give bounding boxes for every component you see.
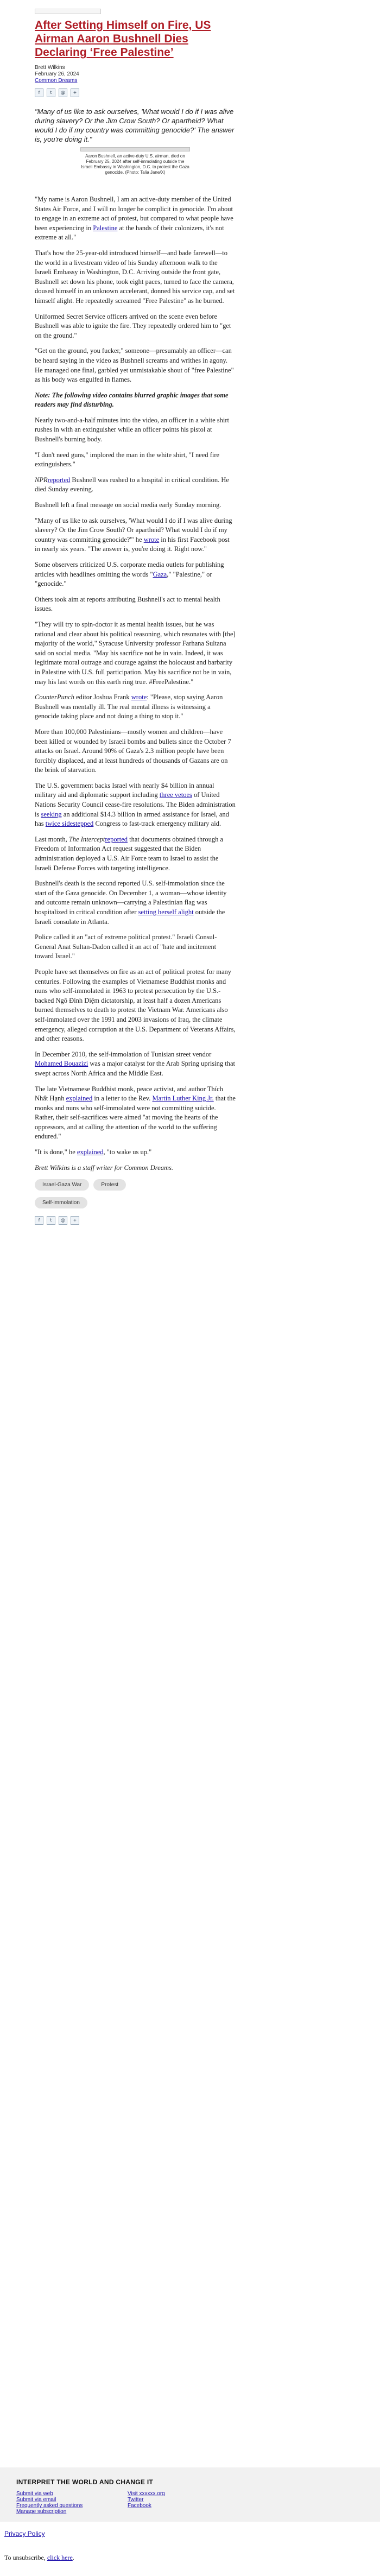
- paragraph: In December 2010, the self-immolation of Tunisian street vendor Mohamed Bouazizi was a major catalyst for the Arab Spring uprising that swept across North Africa and the Middle East.: [35, 1050, 236, 1077]
- inline-link[interactable]: three vetoes: [159, 791, 192, 799]
- tag-chip[interactable]: Protest: [93, 1179, 126, 1191]
- article-photo: [80, 147, 190, 151]
- paragraph: NPRreported Bushnell was rushed to a hospital in critical condition. He died Sunday evening.: [35, 476, 229, 493]
- unsubscribe-link[interactable]: click here: [47, 2554, 73, 2561]
- submit-web-link[interactable]: Submit via web: [16, 2491, 53, 2497]
- paragraph: People have set themselves on fire as an act of political protest for many centuries. Following the examples of Vietnamese Buddhist monks and nuns who self-immolated in 1963 to protest persecution by the U.S.-backed Ngô Đình Diệm dictatorship, at least half a dozen Americans burned themselves to death to protest the Vietnam War. Americans also self-immolated over the 1991 and 2003 invasions of Iraq, the climate emergency, alleged corruption at the U.S. Department of Veterans Affairs, and other reasons.: [35, 967, 236, 1043]
- paragraph: The U.S. government backs Israel with nearly $4 billion in annual military aid and diplomatic support including three vetoes of United Nations Security Council cease-fire resolutions. The Biden administration is seeking an additional $14.3 billion in armed assistance for Israel, and has twice sidestepped Congress to fast-track emergency military aid.: [35, 781, 236, 828]
- author-bio: Brett Wilkins is a staff writer for Common Dreams.: [35, 1163, 173, 1172]
- share-bar-top: [35, 88, 236, 97]
- paragraph: The late Vietnamese Buddhist monk, peace activist, and author Thích Nhất Hạnh explained in a letter to the Rev. Martin Luther King Jr. that the monks and nuns who self-immolated were not committing suicide. Rather, their self-sacrifices were aimed "at moving the hearts of the oppressors, and at calling the attention of the world to the suffering endured.": [35, 1085, 236, 1141]
- tag-list-row-2: [35, 1197, 236, 1208]
- facebook-share-icon[interactable]: f: [35, 1216, 43, 1225]
- footer-left-links: [16, 2491, 83, 2515]
- inline-link[interactable]: twice sidestepped: [45, 820, 94, 828]
- email-share-icon[interactable]: @: [59, 88, 67, 97]
- paragraph: Uniformed Secret Service officers arrived on the scene even before Bushnell was able to ignite the fire. They repeatedly ordered him to "get on the ground.": [35, 312, 231, 339]
- paragraph: Nearly two-and-a-half minutes into the video, an officer in a white shirt rushes in with an extinguisher while an officer points his pistol at Bushnell's burning body.: [35, 416, 229, 444]
- paragraph: "I don't need guns," implored the man in the white shirt, "I need fire extinguishers.": [35, 451, 220, 469]
- paragraph: Some observers criticized U.S. corporate media outlets for publishing articles with headlines omitting the words "Gaza," "Palestine," or "genocide.": [35, 561, 224, 588]
- tag-chip[interactable]: Self-immolation: [35, 1197, 87, 1208]
- manage-subscription-link[interactable]: Manage subscription: [16, 2509, 67, 2515]
- tag-chip[interactable]: Israel-Gaza War: [35, 1179, 89, 1191]
- paragraph: Police called it an "act of extreme political protest." Israeli Consul-General Anat Sultan-Dadon called it an act of "hate and incitement toward Israel.": [35, 933, 217, 960]
- facebook-link[interactable]: Facebook: [128, 2503, 151, 2509]
- paragraph: "It is done," he explained, "to wake us up.": [35, 1148, 152, 1156]
- inline-link[interactable]: explained: [77, 1148, 104, 1156]
- publication-link[interactable]: Common Dreams: [35, 78, 78, 84]
- footer-title: INTERPRET THE WORLD AND CHANGE IT: [16, 2478, 154, 2486]
- privacy-policy: [4, 2530, 45, 2537]
- inline-link[interactable]: setting herself alight: [138, 908, 194, 916]
- inline-link[interactable]: seeking: [41, 810, 62, 818]
- privacy-policy-link[interactable]: Privacy Policy: [4, 2530, 45, 2537]
- facebook-share-icon[interactable]: f: [35, 88, 43, 97]
- paragraph: CounterPunch editor Joshua Frank wrote: "Please, stop saying Aaron Bushnell was mentally ill. The real mental illness is witnessing a genocide taking place and not doing a thing to stop it.": [35, 693, 223, 720]
- inline-link[interactable]: Martin Luther King Jr.: [152, 1094, 214, 1103]
- newsletter-footer: [0, 2467, 380, 2522]
- paragraph: "Many of us like to ask ourselves, 'What would I do if I was alive during slavery? Or the Jim Crow South? Or apartheid? What would I do if my country was committing genocide?'" he wrote in his first Facebook post in nearly six years. "The answer is, you're doing it. Right now.": [35, 516, 232, 553]
- article: [35, 0, 236, 1225]
- inline-link[interactable]: explained: [66, 1094, 93, 1103]
- article-body: [35, 195, 236, 1173]
- twitter-share-icon[interactable]: t: [47, 88, 55, 97]
- article-title[interactable]: After Setting Himself on Fire, US Airman Aaron Bushnell Dies Declaring ‘Free Palestine’: [35, 19, 211, 59]
- paragraph: Bushnell left a final message on social media early Sunday morning.: [35, 501, 221, 509]
- tag-list: [35, 1179, 236, 1191]
- paragraph: More than 100,000 Palestinians—mostly women and children—have been killed or wounded by Israeli bombs and bullets since the October 7 attacks on Israel. Around 90% of Gaza's 2.3 million people have been forcibly displaced, and at least hundreds of thousands of Gazans are on the brink of starvation.: [35, 727, 231, 774]
- paragraph: Others took aim at reports attributing Bushnell's act to mental health issues.: [35, 595, 220, 613]
- pull-quote: "Many of us like to ask ourselves, 'What would I do if I was alive during slavery? Or the Jim Crow South? Or apartheid? What would I do if my country was committing genocide?' The answer is, you're doing it.": [35, 107, 235, 143]
- paragraph: "They will try to spin-doctor it as mental health issues, but he was rational and clear about his political reasoning, which resonates with [the] majority of the world," Syracuse University professor Farhana Sultana said on social media. "May his sacrifice not be in vain. Indeed, it was legitimate moral outrage and courage against the holocaust and barbarity in Palestine with U.S. full participation. May his sacrifice not be in vain, may his last words on this earth ring true. #FreePalestine.": [35, 620, 236, 686]
- paragraph: "My name is Aaron Bushnell, I am an active-duty member of the United States Air Force, and I will no longer be complicit in genocide. I'm about to engage in an extreme act of protest, but compared to what people have been experiencing in Palestine at the hands of their colonizers, it's not extreme at all.": [35, 195, 233, 242]
- faq-link[interactable]: Frequently asked questions: [16, 2503, 83, 2509]
- paragraph: That's how the 25-year-old introduced himself—and bade farewell—to the world in a livestream video of his Sunday afternoon walk to the Israeli Embassy in Washington, D.C. Arriving outside the front gate, Bushnell set down his phone, took eight paces, turned to face the camera, doused himself in an unknown accelerant, donned his service cap, and set himself alight. He repeatedly screamed "Free Palestine" as he burned.: [35, 249, 235, 305]
- share-bar-bottom: [35, 1216, 236, 1225]
- inline-link[interactable]: wrote: [131, 693, 147, 701]
- author-name: Brett Wilkins: [35, 65, 65, 71]
- footer-right-links: [128, 2491, 165, 2509]
- paragraph: Bushnell's death is the second reported U.S. self-immolation since the start of the Gaza genocide. On December 1, a woman—whose identity and outcome remain unknown—carrying a Palestinian flag was hospitalized in critical condition after setting herself alight outside the Israeli consulate in Atlanta.: [35, 879, 227, 926]
- inline-link[interactable]: reported: [105, 835, 128, 843]
- more-share-icon[interactable]: +: [71, 1216, 79, 1225]
- inline-link[interactable]: Gaza: [153, 570, 167, 578]
- inline-link[interactable]: Palestine: [93, 224, 118, 232]
- video-warning-note: Note: The following video contains blurred graphic images that some readers may find disturbing.: [35, 391, 229, 409]
- submit-email-link[interactable]: Submit via email: [16, 2497, 56, 2503]
- twitter-share-icon[interactable]: t: [47, 1216, 55, 1225]
- visit-site-link[interactable]: Visit xxxxxx.org: [128, 2491, 165, 2497]
- photo-caption: Aaron Bushnell, an active-duty U.S. airman, died on February 25, 2024 after self-immolating outside the Israeli Embassy in Washington, D.C. to protest the Gaza genocide. (Photo: Talia Jane/X): [81, 154, 189, 175]
- publish-date: February 26, 2024: [35, 71, 79, 77]
- inline-link[interactable]: wrote: [143, 535, 160, 543]
- byline: [35, 65, 236, 84]
- inline-link[interactable]: reported: [47, 476, 71, 484]
- unsubscribe-line: To unsubscribe, click here.: [4, 2554, 74, 2561]
- inline-link[interactable]: Mohamed Bouazizi: [35, 1060, 88, 1068]
- paragraph: "Get on the ground, you fucker," someone—presumably an officer—can be heard saying in the video as Bushnell screams and writhes in agony. He managed one final, garbled yet unmistakable shout of "free Palestine" as his body was engulfed in flames.: [35, 347, 234, 384]
- more-share-icon[interactable]: +: [71, 88, 79, 97]
- email-share-icon[interactable]: @: [59, 1216, 67, 1225]
- twitter-link[interactable]: Twitter: [128, 2497, 144, 2503]
- paragraph: Last month, The Interceptreported that documents obtained through a Freedom of Information Act request suggested that the Biden administration deployed a U.S. Air Force team to Israel to assist the Israeli Defense Forces with targeting intelligence.: [35, 835, 224, 872]
